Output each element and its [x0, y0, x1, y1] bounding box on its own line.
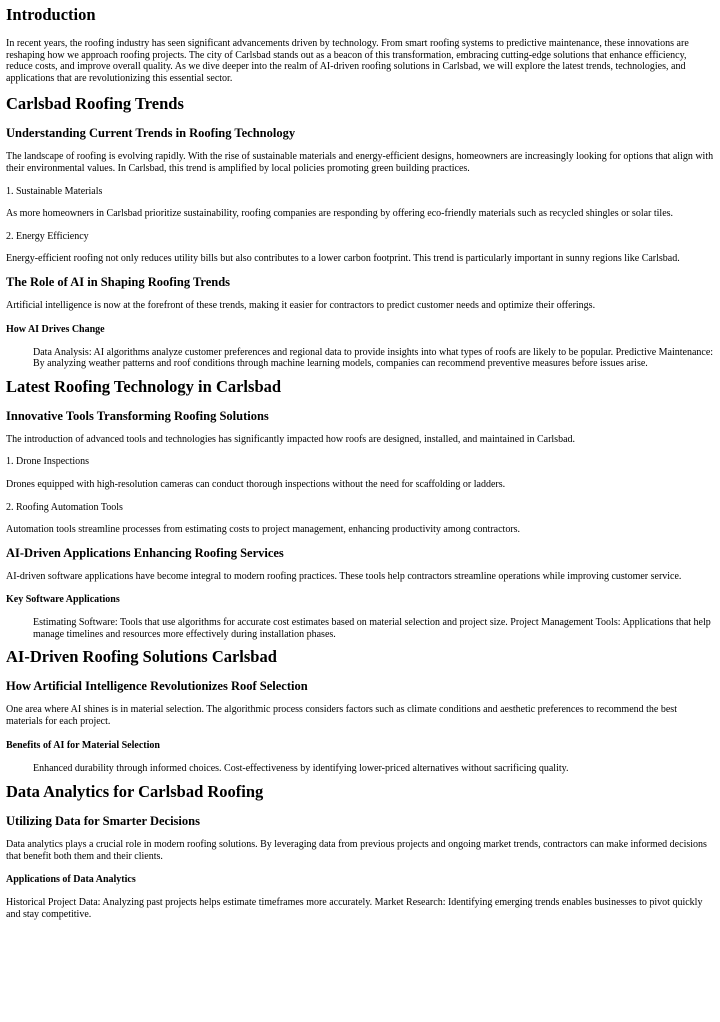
trends-item-sustainable-text: As more homeowners in Carlsbad prioritize sustainability, roofing companies are responding by offering eco-friendly materials such as recycled shingles or solar tiles.	[6, 208, 674, 220]
trends-heading: Carlsbad Roofing Trends	[6, 94, 184, 114]
ai-indent-block: Enhanced durability through informed choices. Cost-effectiveness by identifying lower-priced alternatives without sacrificing quality.	[33, 762, 569, 774]
trends-subheading-drives-change: How AI Drives Change	[6, 323, 105, 335]
ai-subheading-selection: How Artificial Intelligence Revolutionizes Roof Selection	[6, 679, 308, 694]
intro-paragraph: In recent years, the roofing industry has seen significant advancements driven by technology. From smart roofing systems to predictive maintenance, these innovations are reshaping how we approach roofing projects. The city of Carlsbad stands out as a beacon of this transformation, embracing cutting-edge solutions that enhance efficiency, reduce costs, and improve overall quality. As we dive deeper into the realm of AI-driven roofing solutions in Carlsbad, we will explore the latest trends, technologies, and applications that are revolutionizing this essential sector.	[6, 38, 689, 84]
tech-item-automation: 2. Roofing Automation Tools	[6, 501, 123, 513]
tech-subheading-tools: Innovative Tools Transforming Roofing Solutions	[6, 408, 269, 423]
tech-subheading-applications: AI-Driven Applications Enhancing Roofing Services	[6, 545, 284, 560]
trends-item-sustainable: 1. Sustainable Materials	[6, 185, 103, 197]
ai-paragraph-material: One area where AI shines is in material selection. The algorithmic process considers factors such as climate conditions and aesthetic preferences to recommend the best materials for each project.	[6, 704, 677, 728]
tech-item-drones: 1. Drone Inspections	[6, 456, 90, 468]
trends-paragraph-landscape: The landscape of roofing is evolving rapidly. With the rise of sustainable materials and energy-efficient designs, homeowners are increasingly looking for options that align with their environmental values. In Carlsbad, this trend is amplified by local policies promoting green building practices.	[6, 151, 714, 174]
analytics-subheading-decisions: Utilizing Data for Smarter Decisions	[6, 814, 200, 829]
tech-paragraph-intro: The introduction of advanced tools and technologies has significantly impacted how roofs are designed, installed, and maintained in Carlsbad.	[6, 433, 576, 445]
article	[0, 5, 720, 921]
analytics-heading: Data Analytics for Carlsbad Roofing	[6, 782, 264, 802]
tech-subheading-key-software: Key Software Applications	[6, 594, 120, 606]
trends-paragraph-ai: Artificial intelligence is now at the forefront of these trends, making it easier for contractors to predict customer needs and optimize their offerings.	[6, 299, 596, 311]
analytics-subheading-applications: Applications of Data Analytics	[6, 874, 136, 886]
intro-heading: Introduction	[6, 5, 96, 24]
ai-heading: AI-Driven Roofing Solutions Carlsbad	[6, 647, 277, 667]
ai-subheading-benefits: Benefits of AI for Material Selection	[6, 739, 160, 751]
trends-subheading-ai-role: The Role of AI in Shaping Roofing Trends	[6, 274, 231, 289]
trends-item-energy-text: Energy-efficient roofing not only reduces utility bills but also contributes to a lower carbon footprint. This trend is particularly important in sunny regions like Carlsbad.	[6, 253, 680, 265]
trends-item-energy: 2. Energy Efficiency	[6, 230, 89, 242]
trends-indent-block: Data Analysis: AI algorithms analyze customer preferences and regional data to provide insights into what types of roofs are likely to be popular. Predictive Maintenance: By analyzing weather patterns and roof conditions through machine learning models, companies can recommend preventive measures before issues arise.	[33, 346, 714, 370]
tech-heading: Latest Roofing Technology in Carlsbad	[6, 376, 282, 396]
tech-paragraph-software: AI-driven software applications have become integral to modern roofing practices. These tools help contractors streamline operations while improving customer service.	[6, 570, 682, 582]
analytics-paragraph-applications: Historical Project Data: Analyzing past projects helps estimate timeframes more accurately. Market Research: Identifying emerging trends enables businesses to pivot quickly and stay competitive.	[6, 897, 703, 921]
tech-item-drones-text: Drones equipped with high-resolution cameras can conduct thorough inspections without the need for scaffolding or ladders.	[6, 478, 506, 490]
tech-indent-block: Estimating Software: Tools that use algorithms for accurate cost estimates based on material selection and project size. Project Management Tools: Applications that help manage timelines and resources more effectively during installation phases.	[33, 617, 711, 640]
trends-subheading-current: Understanding Current Trends in Roofing Technology	[6, 126, 296, 141]
tech-item-automation-text: Automation tools streamline processes from estimating costs to project management, enhancing productivity among contractors.	[6, 524, 521, 536]
analytics-paragraph-intro: Data analytics plays a crucial role in modern roofing solutions. By leveraging data from previous projects and ongoing market trends, contractors can make informed decisions that benefit both them and their clients.	[6, 839, 707, 862]
